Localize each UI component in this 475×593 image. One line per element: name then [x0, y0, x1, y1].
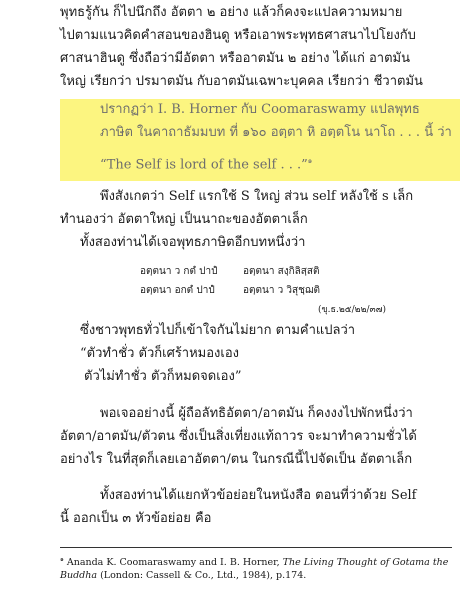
- highlight-line-text: ภาษิต ในคาถาธัมมบท ที่ ๑๖๐ อตฺตา หิ อตฺตโน นาโถ . . . นี้ ว่า: [100, 125, 452, 140]
- highlight-line: [100, 124, 452, 142]
- paragraph-line: อัตตา/อาตมัน/ตัวตน ซึ่งเป็นสิ่งเที่ยงแท้ถาวร จะมาทำความชั่วได้: [60, 429, 417, 444]
- scripture-reference: (ขุ.ธ.๒๕/๒๒/๓๗): [318, 305, 386, 315]
- footnote-reference-mark[interactable]: ๑: [307, 157, 313, 165]
- paragraph-line: ทำนองว่า อัตตาใหญ่ เป็นนาถะของอัตตาเล็ก: [60, 212, 308, 227]
- footnote-authors: Ananda K. Coomaraswamy and I. B. Horner,: [66, 557, 283, 569]
- footnote-book-title: The Living Thought of Gotama the Buddha: [60, 557, 449, 582]
- paragraph-line: ใหญ่ เรียกว่า ปรมาตมัน กับอาตมันเฉพาะบุคคล เรียกว่า ชีวาตมัน: [60, 74, 423, 89]
- paragraph-line: ไปตามแนวคิดคำสอนของฮินดู หรือเอาพระพุทธศาสนาไปโยงกับ: [60, 28, 416, 43]
- paragraph-line: พึงสังเกตว่า Self แรกใช้ S ใหญ่ ส่วน self หลังใช้ s เล็ก: [100, 189, 414, 204]
- pali-verse-line: อตฺตนา ว กตํ ปาปํ: [140, 266, 218, 277]
- paragraph-line: ศาสนาฮินดู ซึ่งถือว่ามีอัตตา หรืออาตมัน ๒ อย่าง ได้แก่ อาตมัน: [60, 51, 410, 66]
- paragraph-line: ทั้งสองท่านได้เจอพุทธภาษิตอีกบทหนึ่งว่า: [80, 235, 306, 250]
- paragraph-line: ซึ่งชาวพุทธทั่วไปก็เข้าใจกันไม่ยาก ตามคำแปลว่า: [80, 323, 356, 338]
- highlight-quote: [100, 152, 312, 174]
- footnote-divider: [60, 547, 452, 548]
- pali-verse-line: อตฺตนา สงฺกิลิสฺสติ: [243, 266, 320, 277]
- paragraph-line: นี้ ออกเป็น ๓ หัวข้อย่อย คือ: [60, 511, 212, 526]
- pali-verse-line: อตฺตนา ว วิสุชฺฌติ: [243, 285, 320, 296]
- paragraph-line: อย่างไร ในที่สุดก็เลยเอาอัตตา/ตน ในกรณีนี้ไปจัดเป็น อัตตาเล็ก: [60, 452, 413, 467]
- highlight-line: ปรากฏว่า I. B. Horner กับ Coomaraswamy แปลพุทธ: [100, 102, 420, 117]
- footnote: [60, 553, 460, 582]
- footnote-mark: ๑: [60, 556, 64, 563]
- translation-line: ตัวไม่ทำชั่ว ตัวก็หมดจดเอง”: [84, 369, 242, 384]
- paragraph-line: พุทธรู้กัน ก็ไปนึกถึง อัตตา ๒ อย่าง แล้วก็คงจะแปลความหมาย: [60, 5, 403, 20]
- quote-text: “The Self is lord of the self . . .”: [100, 157, 308, 173]
- footnote-publication: (London: Cassell & Co., Ltd., 1984), p.174.: [97, 570, 307, 582]
- paragraph-line: พอเจออย่างนี้ ผู้ถือลัทธิอัตตา/อาตมัน ก็คงงงไปพักหนึ่งว่า: [100, 406, 413, 421]
- paragraph-line: ทั้งสองท่านได้แยกหัวข้อย่อยในหนังสือ ตอนที่ว่าด้วย Self: [100, 488, 417, 503]
- translation-line: “ตัวทำชั่ว ตัวก็เศร้าหมองเอง: [80, 346, 239, 361]
- pali-verse-line: อตฺตนา อกตํ ปาปํ: [140, 285, 215, 296]
